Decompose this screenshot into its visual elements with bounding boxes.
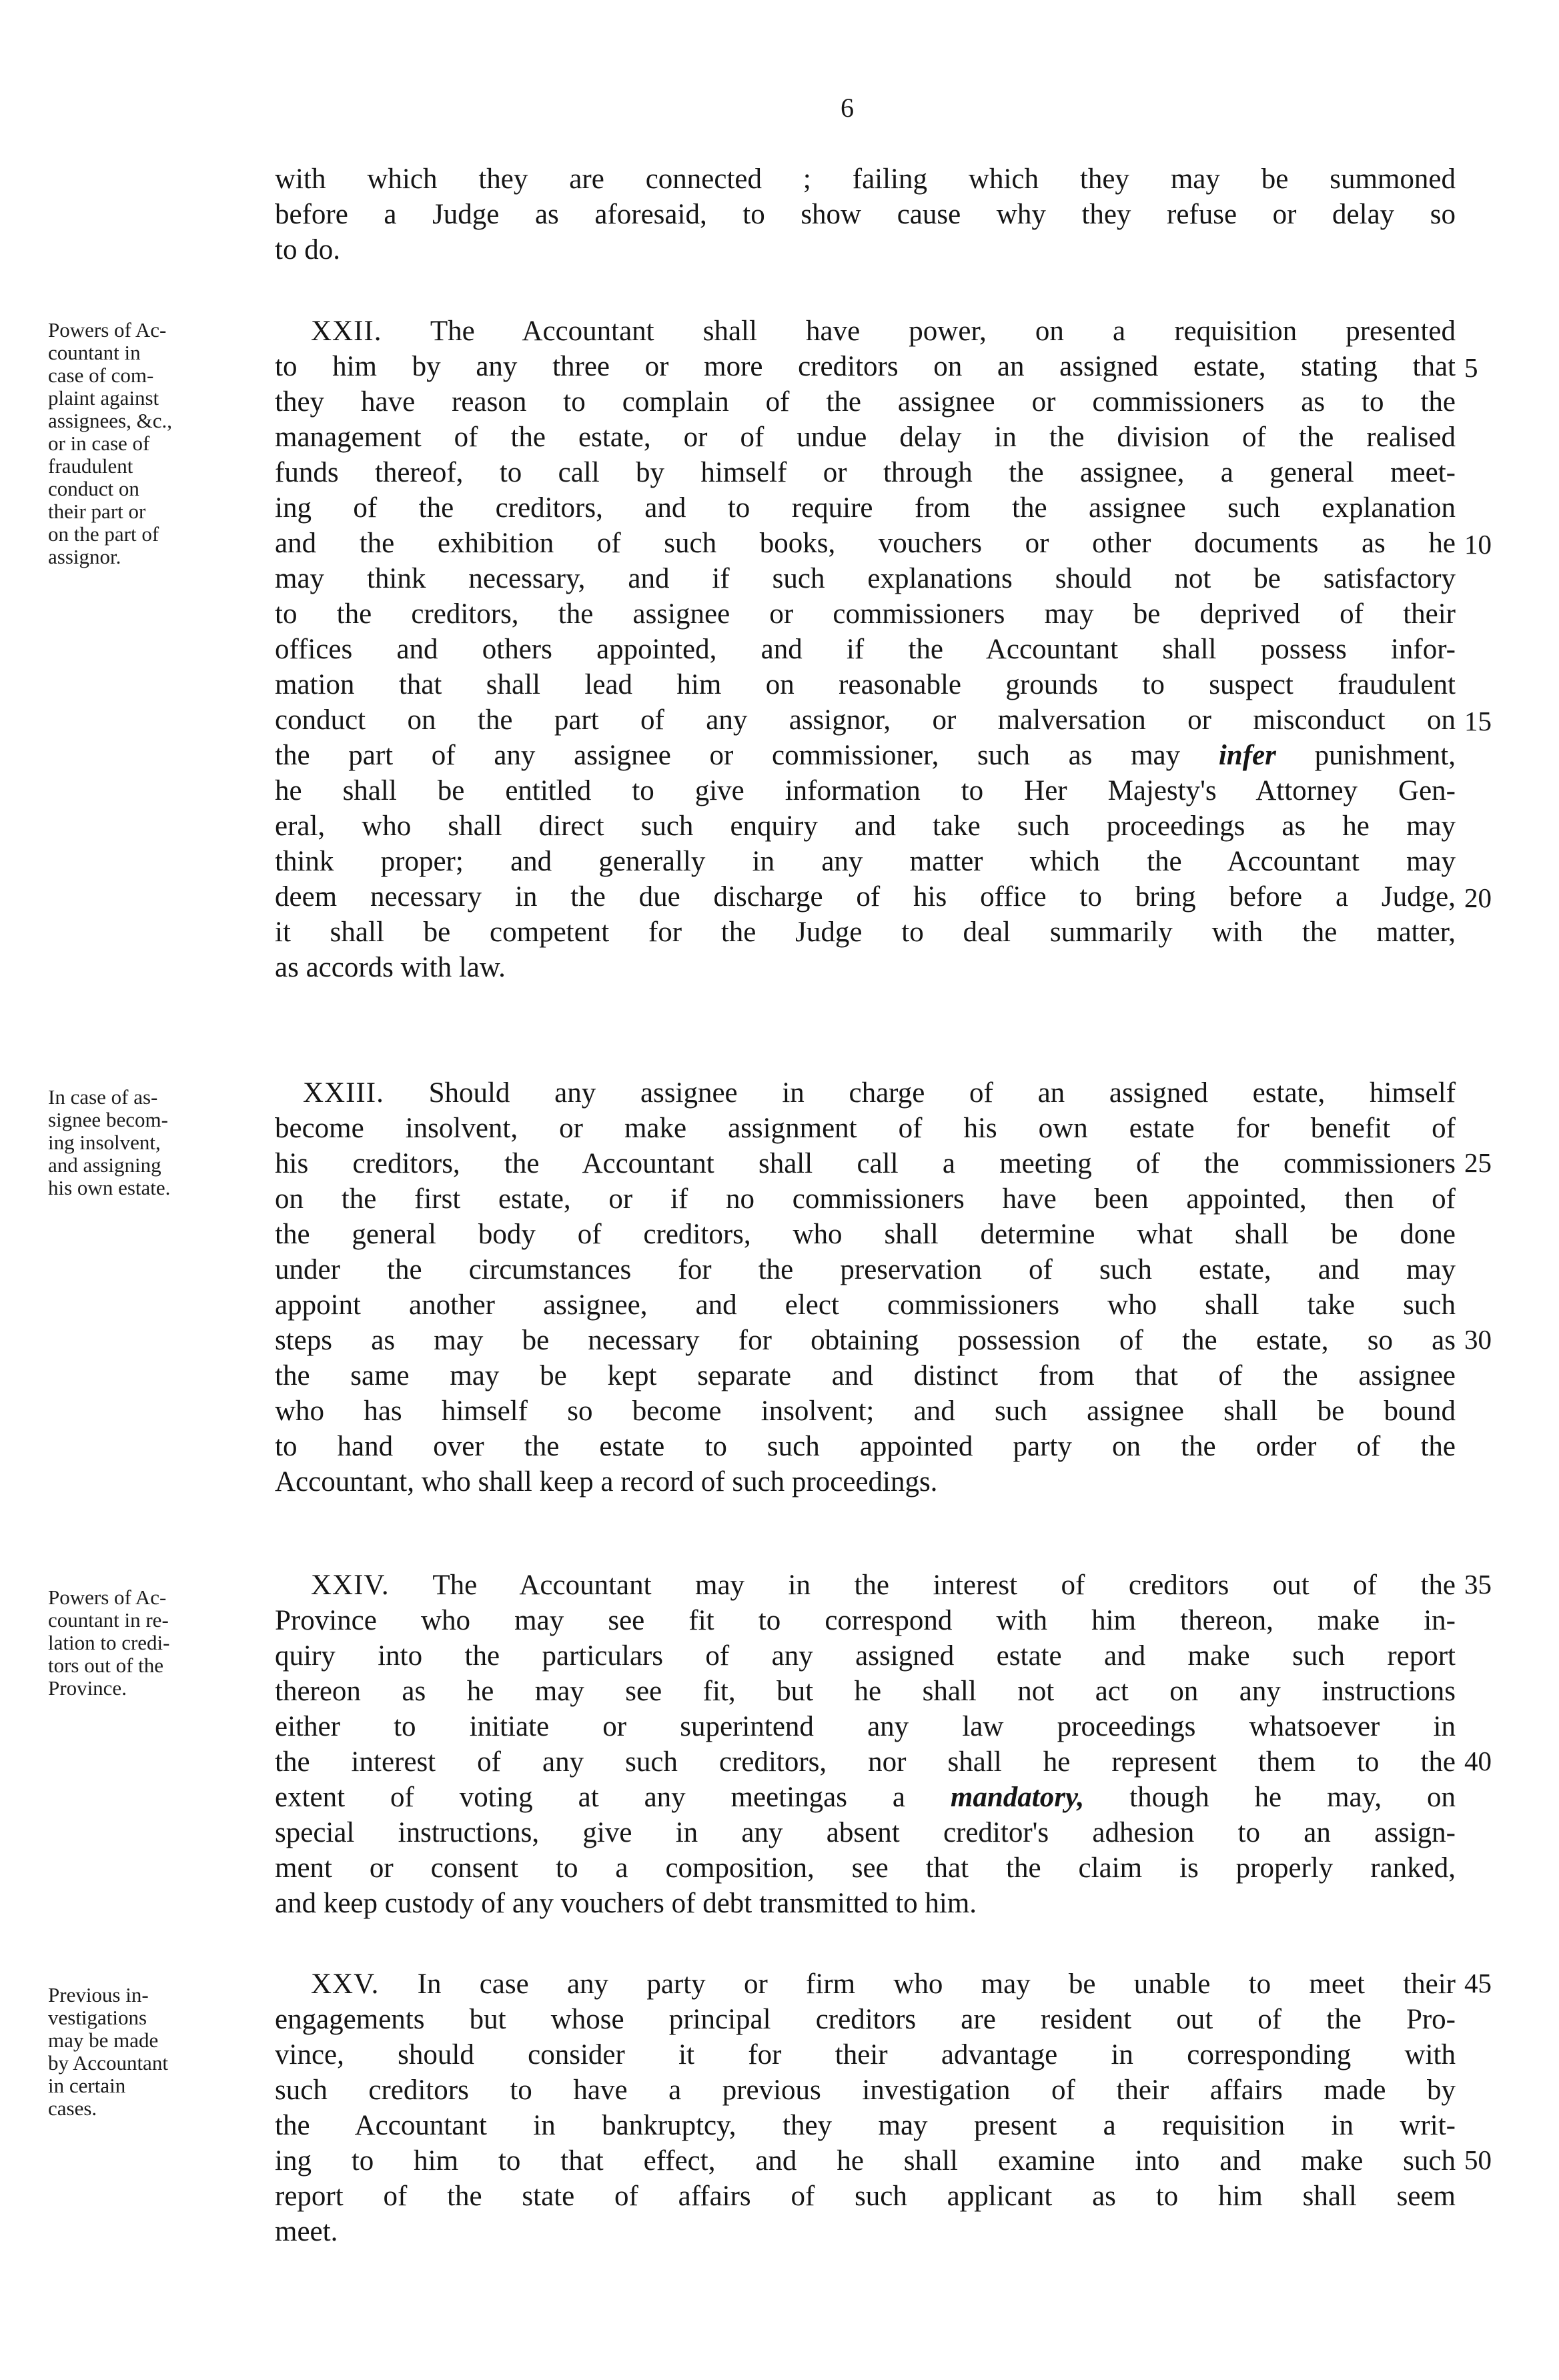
- text-line: [275, 1780, 1456, 1815]
- text-line: offices and others appointed, and if the Accountant shall possess infor-: [275, 634, 1456, 665]
- text-line: to him by any three or more creditors on an assigned estate, stating that: [275, 351, 1456, 382]
- text-run: The Accountant shall have power, on a requisition presented: [430, 316, 1456, 347]
- text-line: as accords with law.: [275, 952, 506, 983]
- margin-note-line: his own estate.: [48, 1176, 171, 1199]
- text-line: meet.: [275, 2216, 338, 2247]
- text-run: extent of voting at any meetingas a: [275, 1782, 905, 1813]
- margin-note-line: Province.: [48, 1676, 127, 1700]
- text-line: report of the state of affairs of such applicant as to him shall seem: [275, 2181, 1456, 2212]
- margin-note-line: and assigning: [48, 1153, 161, 1177]
- line-number: 20: [1464, 882, 1492, 913]
- margin-note-xxiii: [48, 1086, 255, 1199]
- text-line: steps as may be necessary for obtaining possession of the estate, so as: [275, 1325, 1456, 1356]
- margin-note-line: cases.: [48, 2097, 97, 2120]
- margin-note-line: or in case of: [48, 432, 150, 455]
- line-number: 25: [1464, 1147, 1492, 1178]
- text-line: engagements but whose principal creditors are resident out of the Pro-: [275, 2004, 1456, 2035]
- margin-note-line: their part or: [48, 500, 146, 523]
- text-line: appoint another assignee, and elect commissioners who shall take such: [275, 1289, 1456, 1321]
- text-line: ment or consent to a composition, see that the claim is properly ranked,: [275, 1852, 1456, 1884]
- italic-word: infer: [1218, 740, 1276, 771]
- section-numeral: XXII.: [311, 316, 382, 347]
- text-line: to do.: [275, 234, 340, 265]
- margin-note-line: vestigations: [48, 2006, 147, 2029]
- text-line: special instructions, give in any absent creditor's adhesion to an assign-: [275, 1817, 1456, 1848]
- text-line: eral, who shall direct such enquiry and take such proceedings as he may: [275, 810, 1456, 842]
- margin-note-line: plaint against: [48, 386, 159, 410]
- text-line: mation that shall lead him on reasonable grounds to suspect fraudulent: [275, 669, 1456, 700]
- text-line: who has himself so become insolvent; and such assignee shall be bound: [275, 1395, 1456, 1427]
- line-number: 30: [1464, 1324, 1492, 1355]
- text-line: on the first estate, or if no commissioners have been appointed, then of: [275, 1183, 1456, 1215]
- text-line: quiry into the particulars of any assigned estate and make such report: [275, 1640, 1456, 1672]
- text-line: to hand over the estate to such appointed party on the order of the: [275, 1431, 1456, 1462]
- text-run: punishment,: [1314, 740, 1456, 771]
- line-number: 45: [1464, 1968, 1492, 1998]
- margin-note-line: fraudulent: [48, 454, 133, 478]
- margin-note-line: countant in: [48, 341, 141, 364]
- page-number: 6: [841, 93, 854, 123]
- margin-note-line: on the part of: [48, 522, 159, 546]
- margin-note-line: in certain: [48, 2074, 126, 2097]
- text-run: The Accountant may in the interest of creditors out of the: [432, 1570, 1456, 1601]
- text-line: Accountant, who shall keep a record of such proceedings.: [275, 1466, 938, 1498]
- margin-note-line: ing insolvent,: [48, 1131, 161, 1154]
- text-line: the same may be kept separate and distinct from that of the assignee: [275, 1360, 1456, 1391]
- text-line: [275, 1966, 1456, 2002]
- section-numeral: XXIV.: [311, 1570, 390, 1601]
- line-number: 5: [1464, 352, 1478, 383]
- text-line: the Accountant in bankruptcy, they may present a requisition in writ-: [275, 2110, 1456, 2141]
- text-line: he shall be entitled to give information to Her Majesty's Attorney Gen-: [275, 775, 1456, 806]
- margin-note-line: Powers of Ac-: [48, 318, 167, 342]
- margin-note-line: assignor.: [48, 545, 121, 568]
- text-line: such creditors to have a previous investigation of their affairs made by: [275, 2074, 1456, 2106]
- text-line: become insolvent, or make assignment of his own estate for benefit of: [275, 1113, 1456, 1144]
- text-run: Should any assignee in charge of an assigned estate, himself: [428, 1077, 1456, 1109]
- line-number: 10: [1464, 529, 1492, 560]
- line-number: 40: [1464, 1746, 1492, 1776]
- margin-note-xxiv: [48, 1586, 255, 1700]
- margin-note-xxii: [48, 319, 255, 568]
- text-line: ing of the creditors, and to require from the assignee such explanation: [275, 492, 1456, 524]
- margin-note-line: Powers of Ac-: [48, 1586, 167, 1609]
- text-line: funds thereof, to call by himself or through the assignee, a general meet-: [275, 457, 1456, 488]
- section-numeral: XXIII.: [303, 1077, 384, 1109]
- text-line: conduct on the part of any assignor, or malversation or misconduct on: [275, 704, 1456, 736]
- margin-note-line: assignees, &c.,: [48, 409, 172, 432]
- margin-note-line: In case of as-: [48, 1085, 158, 1109]
- text-line: [275, 1075, 1456, 1111]
- text-run: though he may, on: [1129, 1782, 1456, 1813]
- section-numeral: XXV.: [311, 1968, 380, 2000]
- text-run: In case any party or firm who may be unable to meet their: [417, 1968, 1456, 2000]
- text-line: deem necessary in the due discharge of his office to bring before a Judge,: [275, 881, 1456, 913]
- margin-note-line: by Accountant: [48, 2051, 168, 2074]
- text-line: think proper; and generally in any matter which the Accountant may: [275, 846, 1456, 877]
- text-line: thereon as he may see fit, but he shall not act on any instructions: [275, 1676, 1456, 1707]
- margin-note-line: tors out of the: [48, 1654, 164, 1677]
- margin-note-line: signee becom-: [48, 1108, 168, 1131]
- section-xxiv: [275, 1568, 1456, 1921]
- margin-note-line: case of com-: [48, 364, 154, 387]
- text-line: the general body of creditors, who shall determine what shall be done: [275, 1219, 1456, 1250]
- text-line: either to initiate or superintend any law proceedings whatsoever in: [275, 1711, 1456, 1742]
- section-xxiii: [275, 1075, 1456, 1500]
- text-line: with which they are connected ; failing which they may be summoned: [275, 163, 1456, 195]
- text-line: and the exhibition of such books, vouchers or other documents as he: [275, 528, 1456, 559]
- text-line: ing to him to that effect, and he shall examine into and make such: [275, 2145, 1456, 2177]
- text-line: [275, 1568, 1456, 1603]
- margin-note-line: Previous in-: [48, 1983, 149, 2006]
- margin-note-line: conduct on: [48, 477, 139, 500]
- text-line: Province who may see fit to correspond with him thereon, make in-: [275, 1605, 1456, 1636]
- line-number: 35: [1464, 1569, 1492, 1600]
- margin-note-line: countant in re-: [48, 1608, 169, 1632]
- text-line: it shall be competent for the Judge to deal summarily with the matter,: [275, 917, 1456, 948]
- text-run: the part of any assignee or commissioner, such as may: [275, 740, 1181, 771]
- text-line: management of the estate, or of undue delay in the division of the realised: [275, 422, 1456, 453]
- section-xxii: [275, 314, 1456, 985]
- line-number: 15: [1464, 706, 1492, 736]
- margin-note-line: may be made: [48, 2028, 159, 2052]
- text-line: may think necessary, and if such explanations should not be satisfactory: [275, 563, 1456, 594]
- text-line: his creditors, the Accountant shall call a meeting of the commissioners: [275, 1148, 1456, 1179]
- continuation-paragraph: [275, 161, 1456, 267]
- margin-note-xxv: [48, 1984, 255, 2120]
- line-number: 50: [1464, 2145, 1492, 2175]
- text-line: vince, should consider it for their advantage in corresponding with: [275, 2039, 1456, 2070]
- text-line: and keep custody of any vouchers of debt transmitted to him.: [275, 1888, 977, 1919]
- text-line: to the creditors, the assignee or commissioners may be deprived of their: [275, 598, 1456, 630]
- margin-note-line: lation to credi-: [48, 1631, 170, 1654]
- text-line: under the circumstances for the preservation of such estate, and may: [275, 1254, 1456, 1285]
- text-line: they have reason to complain of the assignee or commissioners as to the: [275, 386, 1456, 418]
- italic-word: mandatory,: [950, 1782, 1085, 1813]
- text-line: [275, 738, 1456, 773]
- text-line: before a Judge as aforesaid, to show cause why they refuse or delay so: [275, 199, 1456, 230]
- text-line: [275, 314, 1456, 349]
- text-line: the interest of any such creditors, nor shall he represent them to the: [275, 1746, 1456, 1778]
- section-xxv: [275, 1966, 1456, 2249]
